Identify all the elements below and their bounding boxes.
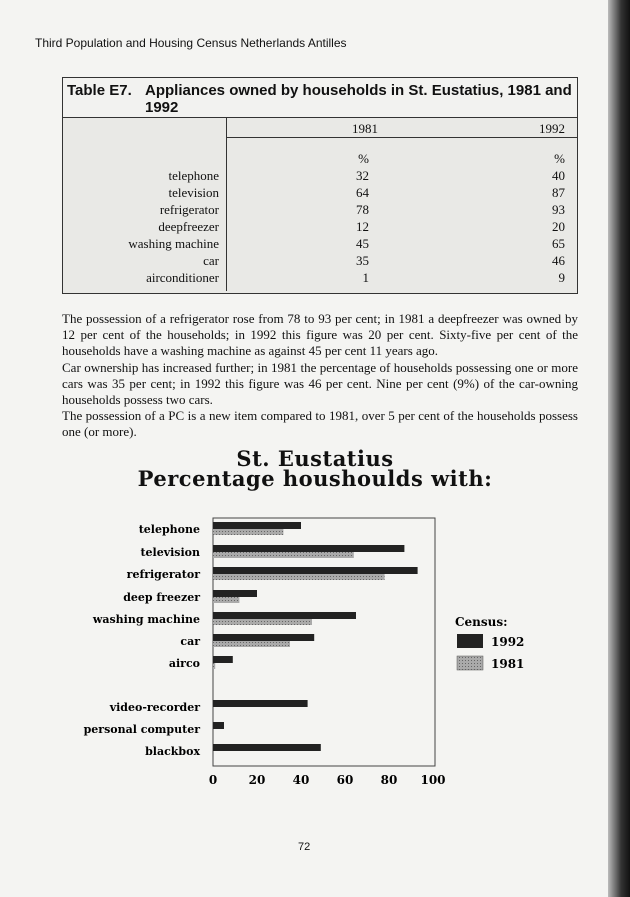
x-tick-label: 20 <box>248 773 266 787</box>
bar-1981 <box>213 552 354 558</box>
bar-1992 <box>213 522 301 529</box>
value-1981: 12 <box>356 219 369 234</box>
bar-1992 <box>213 700 308 707</box>
table-caption: Appliances owned by households in St. Eustatius, 1981 and 1992 <box>145 82 572 116</box>
appliance-name: airconditioner <box>146 270 219 285</box>
bar-1981 <box>213 619 312 625</box>
page-number: 72 <box>298 841 311 853</box>
category-label: deep freezer <box>123 591 200 604</box>
bar-1992 <box>213 722 224 729</box>
chart-title: St. Eustatius <box>236 446 394 471</box>
value-1981: 64 <box>356 185 369 200</box>
paragraph: Car ownership has increased further; in 1981 the percentage of households possessing one or more cars was 35 per cent; in 1992 this figure was 46 per cent. Nine per cent (9%) of the car-owning households possess two cars. <box>62 359 578 408</box>
category-label: blackbox <box>145 745 200 758</box>
appliance-name: refrigerator <box>159 202 219 217</box>
bar-1981 <box>213 641 290 647</box>
col-header-1981: 1981 <box>352 121 378 136</box>
value-1992: 40 <box>552 168 565 183</box>
col-header-1992: 1992 <box>539 121 565 136</box>
unit: % <box>358 151 369 166</box>
value-1992: 93 <box>552 202 565 217</box>
category-label: personal computer <box>83 723 200 736</box>
bar-1981 <box>213 597 239 603</box>
appliance-name: telephone <box>168 168 219 183</box>
bar-1992 <box>213 567 418 574</box>
unit: % <box>554 151 565 166</box>
bar-1992 <box>213 612 356 619</box>
legend-swatch-1981 <box>457 656 483 670</box>
value-1981: 78 <box>356 202 369 217</box>
legend-swatch-1992 <box>457 634 483 648</box>
appliance-name: television <box>168 185 219 200</box>
category-label: video-recorder <box>109 701 200 714</box>
value-1981: 35 <box>356 253 369 268</box>
table-label: Table E7. <box>67 82 132 99</box>
value-1992: 20 <box>552 219 565 234</box>
value-1992: 9 <box>558 270 565 285</box>
running-header: Third Population and Housing Census Netherlands Antilles <box>35 36 347 50</box>
category-label: washing machine <box>92 613 200 626</box>
category-label: airco <box>168 657 200 670</box>
value-1992: 65 <box>552 236 565 251</box>
category-label: telephone <box>138 523 200 536</box>
x-tick-label: 60 <box>336 773 354 787</box>
bar-1992 <box>213 545 404 552</box>
appliance-name: deepfreezer <box>158 219 219 234</box>
paragraph: The possession of a PC is a new item compared to 1981, over 5 per cent of the households possess one (or more). <box>62 408 578 440</box>
x-tick-label: 40 <box>292 773 310 787</box>
bar-1992 <box>213 590 257 597</box>
category-label: television <box>140 546 200 559</box>
paragraph: The possession of a refrigerator rose from 78 to 93 per cent; in 1981 a deepfreezer was owned by 12 per cent of the households; in 1992 this figure was 20 per cent. Sixty-five per cent of the households have a washing machine as against 45 per cent 11 years ago. <box>62 311 578 359</box>
bar-1992 <box>213 744 321 751</box>
bar-1981 <box>213 663 215 669</box>
value-1992: 87 <box>552 185 565 200</box>
x-tick-label: 80 <box>380 773 398 787</box>
bar-1981 <box>213 574 385 580</box>
value-1981: 1 <box>362 270 369 285</box>
category-label: car <box>180 635 200 648</box>
value-1981: 45 <box>356 236 369 251</box>
bar-1992 <box>213 656 233 663</box>
legend-title: Census: <box>455 615 508 629</box>
legend-label-1981: 1981 <box>491 657 525 671</box>
chart-subtitle: Percentage houshoulds with: <box>137 466 493 491</box>
category-label: refrigerator <box>126 568 200 581</box>
value-1992: 46 <box>552 253 565 268</box>
value-1981: 32 <box>356 168 369 183</box>
bar-1981 <box>213 529 283 535</box>
legend-label-1992: 1992 <box>491 635 525 649</box>
x-tick-label: 100 <box>420 773 446 787</box>
appliance-name: washing machine <box>128 236 219 251</box>
bar-1992 <box>213 634 314 641</box>
appliance-name: car <box>203 253 219 268</box>
x-tick-label: 0 <box>208 773 218 787</box>
